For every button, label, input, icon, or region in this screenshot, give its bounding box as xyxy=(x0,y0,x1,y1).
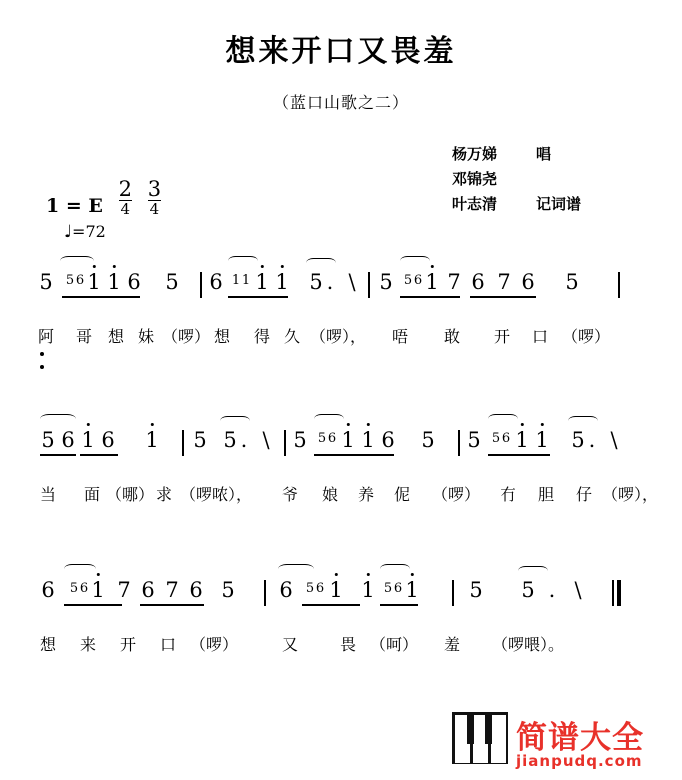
lyric-syllable: 畏 xyxy=(339,635,357,654)
credit-role: 记词谱 xyxy=(536,195,582,213)
note: 5 xyxy=(379,270,393,294)
note: 1 xyxy=(425,270,439,294)
beam xyxy=(380,604,418,606)
tempo-value: =72 xyxy=(72,222,106,241)
note-slash: \ xyxy=(610,428,618,452)
lyric-syllable: 胆 xyxy=(537,485,555,504)
lyric-syllable: 娘 xyxy=(321,485,339,504)
note: 6 xyxy=(393,581,403,596)
barline xyxy=(458,430,460,456)
lyric-row xyxy=(0,632,682,662)
note-row xyxy=(0,270,682,316)
note: 1 xyxy=(145,428,159,452)
key-signature xyxy=(46,178,161,217)
beam xyxy=(470,296,536,298)
note: 1 xyxy=(341,428,355,452)
music-system-2 xyxy=(0,428,682,504)
lyric-syllable: 开 xyxy=(119,635,137,654)
meter-numerator: 3 xyxy=(147,177,162,201)
meter-3-4 xyxy=(148,178,161,217)
credit-row xyxy=(452,167,581,192)
slur xyxy=(60,256,94,266)
lyric-syllable: 想 xyxy=(213,327,231,346)
lyric-syllable: 又 xyxy=(281,635,299,654)
beam xyxy=(256,296,288,298)
note: 1 xyxy=(81,428,95,452)
barline xyxy=(452,580,454,606)
beam xyxy=(140,604,204,606)
repeat-sign xyxy=(40,352,46,378)
lyric-syllable: 伲 xyxy=(393,485,411,504)
note: 6 xyxy=(141,578,155,602)
credit-role: 唱 xyxy=(536,145,552,163)
beam xyxy=(94,604,122,606)
duration-dot: . xyxy=(326,270,334,294)
footer-logo xyxy=(452,712,682,770)
slur xyxy=(40,414,76,424)
barline xyxy=(264,580,266,606)
lyric-syllable: （哪） xyxy=(105,485,155,504)
note: 5 xyxy=(305,581,315,596)
note: 5 xyxy=(41,428,55,452)
note: 5 xyxy=(293,428,307,452)
barline xyxy=(618,272,620,298)
note: 6 xyxy=(501,431,511,446)
note: 6 xyxy=(315,581,325,596)
note: 5 xyxy=(221,578,235,602)
barline xyxy=(368,272,370,298)
note: 1 xyxy=(361,578,375,602)
credits-block xyxy=(452,142,581,217)
lyric-syllable: 开 xyxy=(493,327,511,346)
beam xyxy=(40,454,76,456)
lyric-syllable: 当 xyxy=(39,485,57,504)
lyric-syllable: （啰） xyxy=(561,327,611,346)
meter-denominator: 4 xyxy=(149,200,160,218)
beam xyxy=(488,454,516,456)
lyric-syllable: （呵） xyxy=(369,635,419,654)
lyric-syllable: 妹 xyxy=(137,327,155,346)
note: 6 xyxy=(279,578,293,602)
slur xyxy=(568,416,598,426)
lyric-row xyxy=(0,324,682,354)
note: 6 xyxy=(41,578,55,602)
lyric-syllable: 口 xyxy=(531,327,549,346)
note: 6 xyxy=(127,270,141,294)
note: 1 xyxy=(535,428,549,452)
beam xyxy=(80,454,118,456)
note: 5 xyxy=(491,431,501,446)
lyric-syllable: 养 xyxy=(357,485,375,504)
note: 6 xyxy=(327,431,337,446)
note: 5 xyxy=(309,270,323,294)
tempo-marking xyxy=(64,222,106,242)
final-barline xyxy=(612,580,621,606)
lyric-syllable: 来 xyxy=(79,635,97,654)
lyric-syllable: 面 xyxy=(83,485,101,504)
note: 6 xyxy=(189,578,203,602)
note: 6 xyxy=(471,270,485,294)
beam xyxy=(302,604,332,606)
beam xyxy=(400,296,426,298)
slur xyxy=(278,564,314,574)
lyric-syllable: 冇 xyxy=(499,485,517,504)
page-title: 想来开口又畏羞 xyxy=(225,34,457,69)
lyric-syllable: 阿 xyxy=(37,327,55,346)
meter-numerator: 2 xyxy=(118,177,132,201)
barline xyxy=(182,430,184,456)
lyric-syllable: （啰）， xyxy=(309,327,367,346)
barline xyxy=(284,430,286,456)
note: 6 xyxy=(381,428,395,452)
note-slash: \ xyxy=(348,270,356,294)
slur xyxy=(220,416,250,426)
note: 1 xyxy=(107,270,121,294)
note: 6 xyxy=(101,428,115,452)
note: 5 xyxy=(193,428,207,452)
lyric-syllable: 久 xyxy=(283,327,301,346)
note: 5 xyxy=(421,428,435,452)
lyric-syllable: （啰）， xyxy=(601,485,659,504)
page-subtitle: （蓝口山歌之二） xyxy=(272,93,409,112)
note: 5 xyxy=(521,578,535,602)
note-slash: \ xyxy=(574,578,582,602)
brand-name: 简谱大全 xyxy=(516,720,644,756)
beam xyxy=(64,604,94,606)
music-system-1 xyxy=(0,270,682,346)
note-row xyxy=(0,428,682,474)
lyric-syllable: 求 xyxy=(155,485,173,504)
lyric-syllable: 唔 xyxy=(391,327,409,346)
credit-name: 杨万娣 xyxy=(452,145,498,163)
lyric-syllable: （啰哝）， xyxy=(179,485,253,504)
duration-dot: . xyxy=(548,578,556,602)
beam xyxy=(516,454,550,456)
slur xyxy=(306,258,336,268)
lyric-syllable: 敢 xyxy=(443,327,461,346)
credit-name: 邓锦尧 xyxy=(452,170,498,188)
key-prefix: 1 = E xyxy=(46,195,103,217)
brand-url: jianpudq.com xyxy=(516,752,643,770)
note: 5 xyxy=(65,273,75,288)
beam xyxy=(342,454,394,456)
lyric-syllable: 得 xyxy=(253,327,271,346)
note: 5 xyxy=(571,428,585,452)
lyric-syllable: 口 xyxy=(159,635,177,654)
quarter-note-icon: ♩ xyxy=(64,222,73,242)
duration-dot: . xyxy=(240,428,248,452)
lyric-syllable: （啰） xyxy=(189,635,239,654)
note: 6 xyxy=(413,273,423,288)
lyric-syllable: （啰喂）。 xyxy=(491,635,565,654)
note: 5 xyxy=(403,273,413,288)
note: 1 xyxy=(91,578,105,602)
beam xyxy=(88,296,140,298)
duration-dot: . xyxy=(588,428,596,452)
note: 1 xyxy=(275,270,289,294)
note: 1 xyxy=(361,428,375,452)
note: 7 xyxy=(165,578,179,602)
note: 6 xyxy=(61,428,75,452)
slur xyxy=(400,256,430,266)
lyric-syllable: 哥 xyxy=(75,327,93,346)
note: 1 xyxy=(255,270,269,294)
note: 6 xyxy=(209,270,223,294)
note: 5 xyxy=(165,270,179,294)
note: 6 xyxy=(75,273,85,288)
note-slash: \ xyxy=(262,428,270,452)
piano-keys-icon xyxy=(452,712,508,764)
beam xyxy=(426,296,460,298)
note: 5 xyxy=(39,270,53,294)
slur xyxy=(518,566,548,576)
lyric-syllable: 仔 xyxy=(575,485,593,504)
lyric-syllable: 羞 xyxy=(443,635,461,654)
music-system-3 xyxy=(0,578,682,654)
beam xyxy=(228,296,256,298)
slur xyxy=(314,414,344,424)
note: 5 xyxy=(469,578,483,602)
note: 5 xyxy=(317,431,327,446)
meter-2-4 xyxy=(119,178,132,217)
barline xyxy=(200,272,202,298)
lyric-syllable: 爷 xyxy=(281,485,299,504)
note: 5 xyxy=(383,581,393,596)
note: 5 xyxy=(69,581,79,596)
note: 1 xyxy=(515,428,529,452)
slur xyxy=(380,564,410,574)
note: 5 xyxy=(565,270,579,294)
credit-row xyxy=(452,142,581,167)
note: 7 xyxy=(447,270,461,294)
credit-row xyxy=(452,192,581,217)
slur xyxy=(228,256,258,266)
lyric-syllable: 想 xyxy=(39,635,57,654)
note: 5 xyxy=(467,428,481,452)
note: 6 xyxy=(79,581,89,596)
note: 6 xyxy=(521,270,535,294)
beam xyxy=(314,454,342,456)
note-row xyxy=(0,578,682,624)
lyric-syllable: （啰） xyxy=(431,485,481,504)
lyric-row xyxy=(0,482,682,512)
note: 1 xyxy=(241,273,251,288)
slur xyxy=(488,414,518,424)
note: 1 xyxy=(405,578,419,602)
note: 1 xyxy=(329,578,343,602)
credit-name: 叶志清 xyxy=(452,195,498,213)
meter-denominator: 4 xyxy=(120,200,131,218)
note: 5 xyxy=(223,428,237,452)
note: 1 xyxy=(231,273,241,288)
slur xyxy=(64,564,96,574)
beam xyxy=(62,296,90,298)
note: 7 xyxy=(117,578,131,602)
note: 7 xyxy=(497,270,511,294)
lyric-syllable: （啰） xyxy=(161,327,211,346)
beam xyxy=(332,604,360,606)
lyric-syllable: 想 xyxy=(107,327,125,346)
note: 1 xyxy=(87,270,101,294)
